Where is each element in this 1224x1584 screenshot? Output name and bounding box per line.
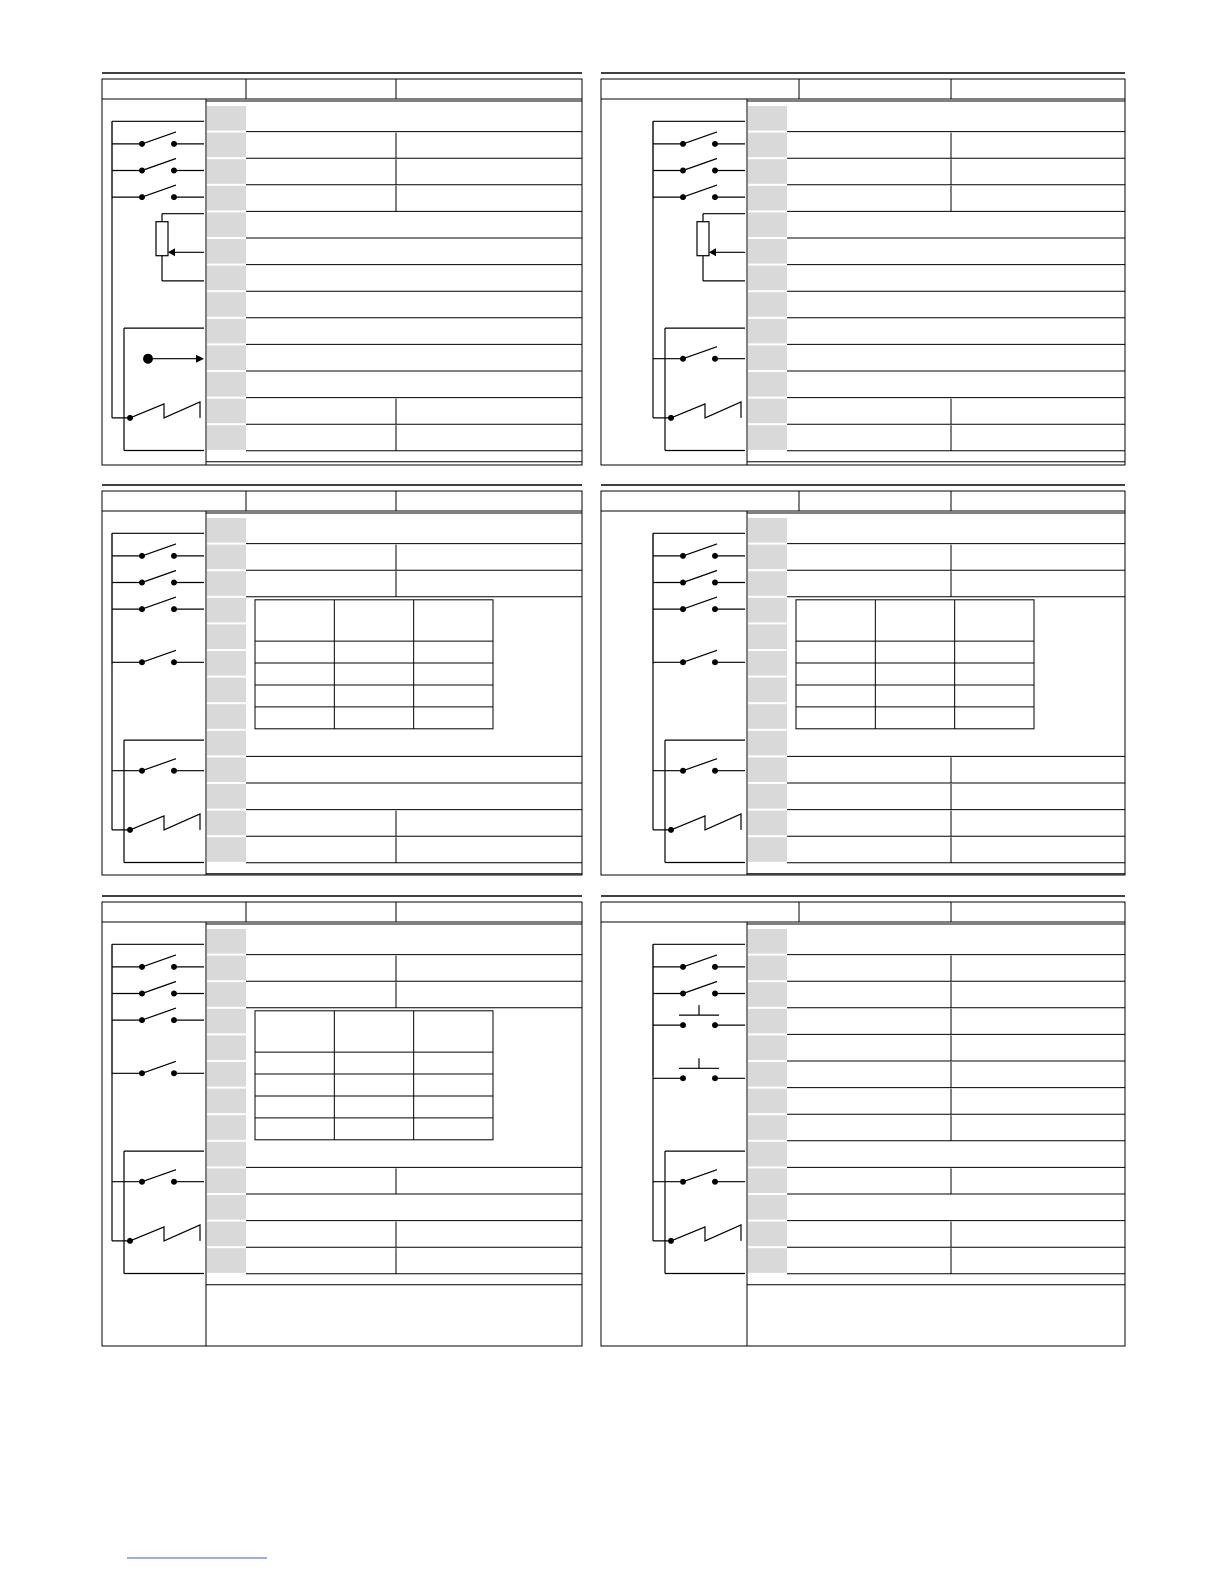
terminal-number-cell <box>748 1248 787 1273</box>
terminal-number-cell <box>748 159 787 184</box>
panel-p4 <box>601 485 1125 875</box>
terminal-number-cell <box>748 1222 787 1247</box>
terminal-number-cell <box>748 929 787 954</box>
terminal-number-cell <box>207 837 246 862</box>
terminal-number-cell <box>207 345 246 370</box>
relay-output-icon <box>671 1225 741 1241</box>
panel-body-frame <box>102 99 582 465</box>
terminal-number-cell <box>748 982 787 1007</box>
terminal-number-cell <box>207 929 246 954</box>
relay-contact-blade <box>683 1170 717 1182</box>
panel-body-frame <box>102 511 582 875</box>
panel-body-frame <box>601 511 1125 875</box>
terminal-number-cell <box>748 1089 787 1114</box>
terminal-number-cell <box>748 757 787 782</box>
header-row <box>601 79 1125 99</box>
terminal-number-cell <box>748 399 787 424</box>
panel-p3 <box>102 485 582 875</box>
terminal-number-cell <box>748 651 787 676</box>
terminal-number-cell <box>748 571 787 596</box>
terminal-number-cell <box>748 186 787 211</box>
terminal-number-cell <box>207 239 246 264</box>
terminal-number-cell <box>748 425 787 450</box>
terminal-number-cell <box>748 1035 787 1060</box>
wiper-arrow-icon <box>709 248 716 256</box>
switch-blade <box>683 650 717 662</box>
terminal-number-cell <box>207 518 246 543</box>
relay-output-icon <box>671 402 741 418</box>
switch-blade <box>683 544 717 556</box>
terminal-number-cell <box>207 106 246 131</box>
switch-blade <box>683 159 717 171</box>
terminal-number-cell <box>748 212 787 237</box>
switch-blade <box>142 955 176 967</box>
terminal-number-cell <box>207 1009 246 1034</box>
panel-body-frame <box>102 922 582 1346</box>
terminal-number-cell <box>748 372 787 397</box>
terminal-number-cell <box>207 1168 246 1193</box>
switch-blade <box>142 185 176 197</box>
wiper-arrow-icon <box>168 248 175 256</box>
switch-blade <box>142 1061 176 1073</box>
terminal-number-cell <box>748 811 787 836</box>
terminal-number-cell <box>207 292 246 317</box>
terminal-number-cell <box>207 319 246 344</box>
terminal-number-cell <box>207 266 246 291</box>
switch-blade <box>142 544 176 556</box>
terminal-number-cell <box>207 399 246 424</box>
relay-contact-blade <box>142 1170 176 1182</box>
relay-contact-blade <box>683 759 717 771</box>
terminal-number-cell <box>748 624 787 649</box>
switch-blade <box>683 185 717 197</box>
relay-contact-blade <box>142 759 176 771</box>
speed-table <box>255 1011 493 1140</box>
terminal-number-cell <box>207 811 246 836</box>
terminal-number-cell <box>748 106 787 131</box>
switch-blade <box>142 597 176 609</box>
switch-blade <box>142 571 176 583</box>
terminal-dot <box>680 1022 686 1028</box>
speed-table-frame <box>255 1011 493 1140</box>
switch-blade <box>683 597 717 609</box>
header-row <box>102 79 582 99</box>
speed-table-frame <box>255 600 493 729</box>
panel-p1 <box>102 73 582 465</box>
terminal-number-cell <box>748 239 787 264</box>
terminal-number-cell <box>207 1115 246 1140</box>
relay-contact-blade <box>683 347 717 359</box>
terminal-number-cell <box>748 545 787 570</box>
relay-output-icon <box>671 814 741 830</box>
switch-blade <box>142 650 176 662</box>
terminal-dot <box>680 1075 686 1081</box>
terminal-number-cell <box>748 598 787 623</box>
terminal-number-cell <box>207 159 246 184</box>
panel-p6 <box>601 896 1125 1346</box>
terminal-number-cell <box>748 133 787 158</box>
header-row <box>102 902 582 922</box>
switch-blade <box>683 982 717 994</box>
terminal-number-cell <box>748 1168 787 1193</box>
terminal-number-cell <box>748 678 787 703</box>
terminal-number-cell <box>748 731 787 756</box>
terminal-number-cell <box>207 956 246 981</box>
terminal-number-cell <box>207 212 246 237</box>
terminal-number-cell <box>207 545 246 570</box>
panel-body-frame <box>601 922 1125 1346</box>
terminal-number-cell <box>207 1035 246 1060</box>
potentiometer-icon <box>156 222 168 256</box>
panel-p5 <box>102 896 582 1346</box>
terminal-number-cell <box>207 678 246 703</box>
terminal-number-cell <box>748 345 787 370</box>
switch-blade <box>142 132 176 144</box>
terminal-number-cell <box>748 292 787 317</box>
relay-output-icon <box>130 402 200 418</box>
terminal-number-cell <box>748 1142 787 1167</box>
header-row <box>601 491 1125 511</box>
terminal-number-cell <box>207 1222 246 1247</box>
switch-blade <box>142 1008 176 1020</box>
speed-table <box>255 600 493 729</box>
panel-body-frame <box>601 99 1125 465</box>
header-row <box>102 491 582 511</box>
terminal-number-cell <box>207 757 246 782</box>
relay-output-icon <box>130 1225 200 1241</box>
switch-blade <box>683 955 717 967</box>
terminal-number-cell <box>748 784 787 809</box>
terminal-number-cell <box>207 186 246 211</box>
terminal-number-cell <box>207 372 246 397</box>
terminal-number-cell <box>207 731 246 756</box>
relay-output-icon <box>130 814 200 830</box>
terminal-number-cell <box>207 784 246 809</box>
terminal-number-cell <box>748 956 787 981</box>
potentiometer-icon <box>697 222 709 256</box>
terminal-number-cell <box>207 598 246 623</box>
terminal-number-cell <box>207 624 246 649</box>
terminal-number-cell <box>207 982 246 1007</box>
header-row <box>601 902 1125 922</box>
terminal-number-cell <box>207 571 246 596</box>
terminal-number-cell <box>748 1195 787 1220</box>
terminal-number-cell <box>748 266 787 291</box>
panel-p2 <box>601 73 1125 465</box>
terminal-number-cell <box>748 518 787 543</box>
switch-blade <box>142 159 176 171</box>
speed-table-frame <box>796 600 1034 729</box>
switch-blade <box>683 571 717 583</box>
terminal-number-cell <box>748 704 787 729</box>
terminal-number-cell <box>207 425 246 450</box>
terminal-number-cell <box>207 704 246 729</box>
terminal-number-cell <box>748 319 787 344</box>
terminal-number-cell <box>207 1142 246 1167</box>
terminal-number-cell <box>207 1089 246 1114</box>
terminal-number-cell <box>207 1195 246 1220</box>
terminal-number-cell <box>207 1062 246 1087</box>
terminal-number-cell <box>207 651 246 676</box>
output-arrow-icon <box>196 355 204 363</box>
terminal-number-cell <box>748 1115 787 1140</box>
terminal-number-cell <box>207 1248 246 1273</box>
terminal-number-cell <box>748 1009 787 1034</box>
speed-table <box>796 600 1034 729</box>
switch-blade <box>142 982 176 994</box>
terminal-number-cell <box>207 133 246 158</box>
terminal-number-cell <box>748 1062 787 1087</box>
terminal-number-cell <box>748 837 787 862</box>
switch-blade <box>683 132 717 144</box>
